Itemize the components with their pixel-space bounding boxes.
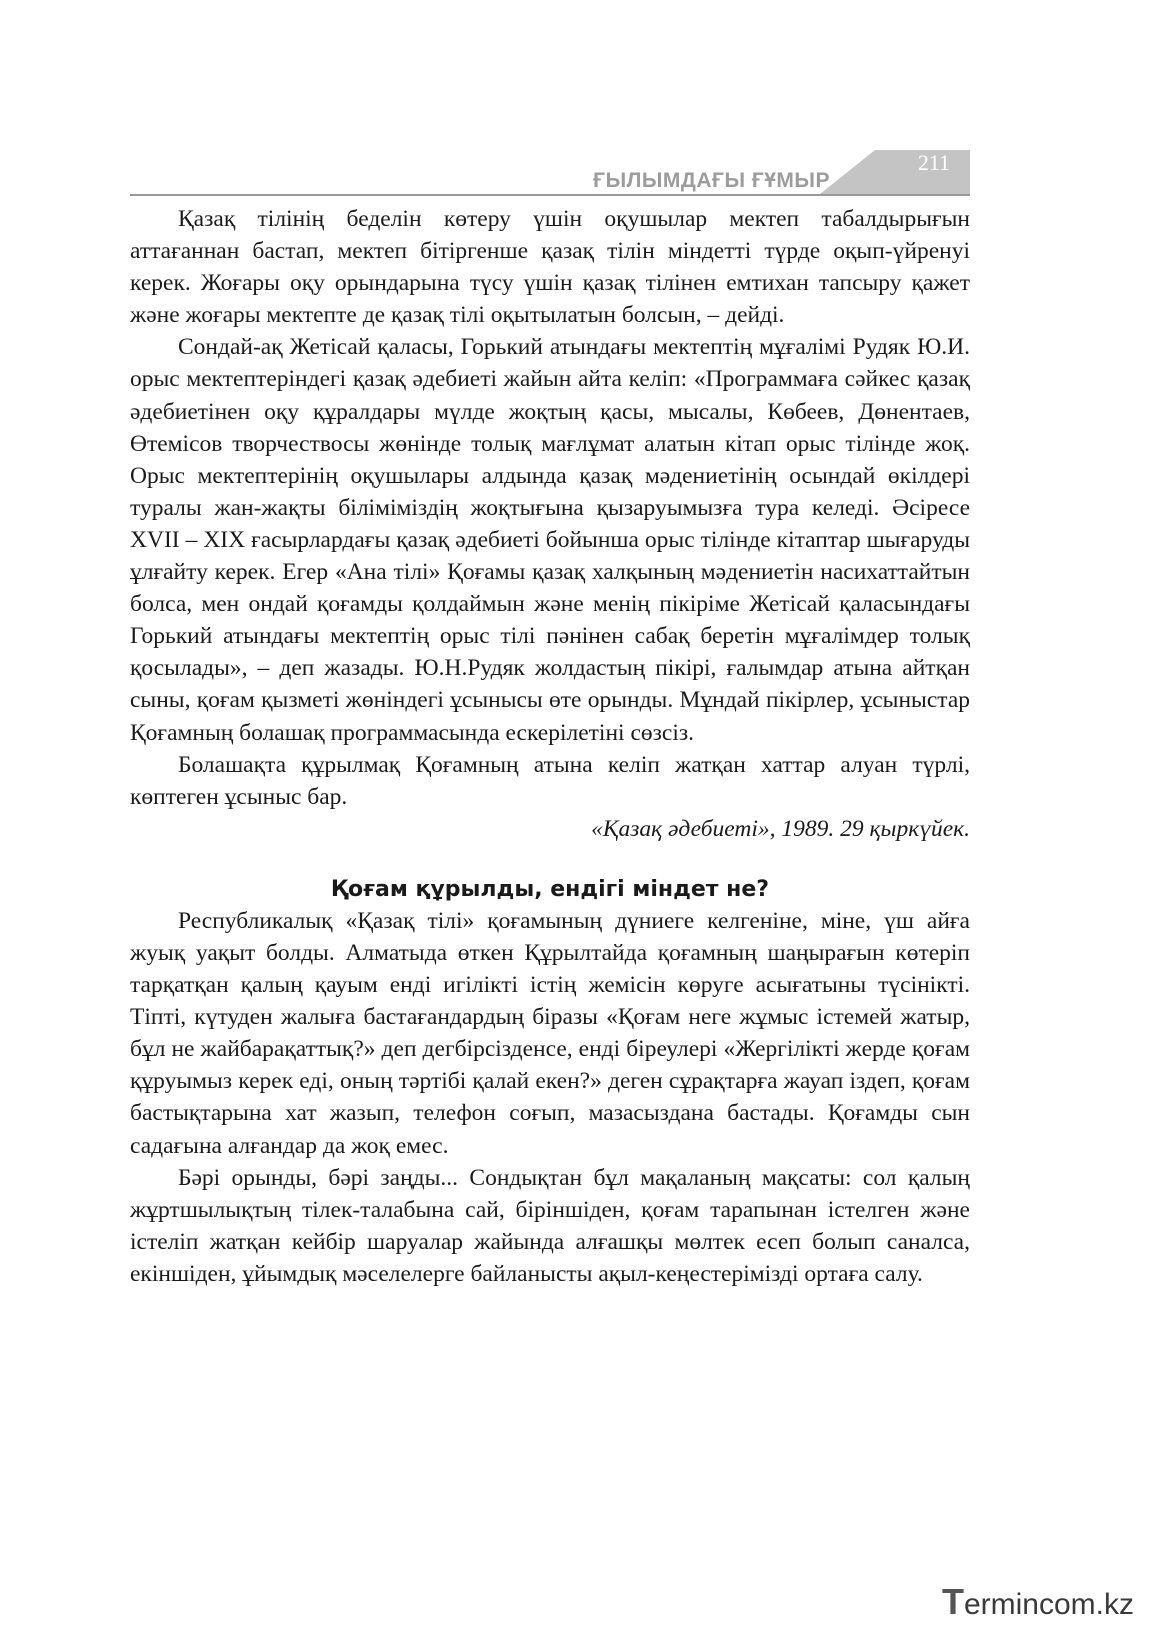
paragraph: Сондай-ақ Жетісай қаласы, Горький атындағы мектептің мұғалімі Рудяк Ю.И. орыс мектептеріндегі қазақ әдебиеті жайын айта келіп: «Программаға сәйкес қазақ әдебиетінен оқу құралдары мүлде жоқтың қасы, мысалы, Көбеев, Дөнентаев, Өтемісов творчествосы жөнінде толық мағлұмат алатын кітап орыс тілінде жоқ. Орыс мектептерінің оқушылары алдында қазақ мәдениетінің осындай өкілдері туралы жан-жақты біліміміздің жоқтығына қызаруымызға тура келеді. Әсіресе XVII – XIX ғасырлардағы қазақ әдебиеті бойынша орыс тілінде кітаптар шығаруды ұлғайту керек. Егер «Ана тілі» Қоғамы қазақ халқының мәдениетін насихаттайтын болса, мен ондай қоғамды қолдаймын және менің пікіріме Жетісай қаласындағы Горький атындағы мектептің орыс тілі пәнінен сабақ беретін мұғалімдер толық қосылады», – деп жазады. Ю.Н.Рудяк жолдастың пікірі, ғалымдар атына айтқан сыны, қоғам қызметі жөніндегі ұсынысы өте орынды. Мұндай пікірлер, ұсыныстар Қоғамның болашақ программасында ескерілетіні сөзсіз.	[130, 334, 970, 746]
page-header	[130, 146, 970, 196]
paragraph: Болашақта құрылмақ Қоғамның атына келіп жатқан хаттар алуан түрлі, көптеген ұсыныс бар.	[130, 751, 970, 810]
watermark-text: ermincom.kz	[963, 1588, 1134, 1621]
page-content	[130, 203, 970, 1290]
page-number: 211	[917, 150, 950, 175]
paragraph: Бәрі орынды, бәрі заңды... Сондықтан бұл мақаланың мақсаты: сол қалың жұртшылықтың тілек-талабына сай, біріншіден, қоғам тарапынан істелген және істеліп жатқан кейбір шаруалар жайында алғашқы мөлтек есеп болып саналса, екіншіден, ұйымдық мәселелерге байланысты ақыл-кеңестерімізді ортаға салу.	[130, 1164, 970, 1287]
watermark-logo	[942, 1581, 1134, 1623]
running-title: ҒЫЛЫМДАҒЫ ҒҰМЫР	[593, 169, 830, 192]
paragraph: Республикалық «Қазақ тілі» қоғамының дүниеге келгеніне, міне, үш айға жуық уақыт болды. Алматыда өткен Құрылтайда қоғамның шаңырағын көтеріп тарқатқан қалың қауым енді игілікті істің жемісін көруге асығатыны түсінікті. Тіпті, күтуден жалыға бастағандардың біразы «Қоғам неге жұмыс істемей жатыр, бұл не жайбарақаттық?» деп дегбірсізденсе, енді біреулері «Жергілікті жерде қоғам құруымыз керек еді, оның тәртібі қалай екен?» деген сұрақтарға жауап іздеп, қоғам бастықтарына хат жазып, телефон соғып, мазасыздана бастады. Қоғамды сын садағына алғандар да жоқ емес.	[130, 907, 970, 1159]
paragraph: Қазақ тілінің беделін көтеру үшін оқушылар мектеп табалдырығын аттағаннан бастап, мектеп бітіргенше қазақ тілін міндетті түрде оқып-үйренуі керек. Жоғары оқу орындарына түсу үшін қазақ тілінен емтихан тапсыру қажет және жоғары мектепте де қазақ тілі оқытылатын болсын, – дейді.	[130, 206, 970, 329]
watermark-first-letter: T	[941, 1581, 964, 1622]
header-rule	[130, 194, 970, 196]
section-title: Қоғам құрылды, ендігі міндет не?	[330, 876, 770, 902]
source-citation: «Қазақ әдебиеті», 1989. 29 қыркүйек.	[591, 815, 970, 842]
